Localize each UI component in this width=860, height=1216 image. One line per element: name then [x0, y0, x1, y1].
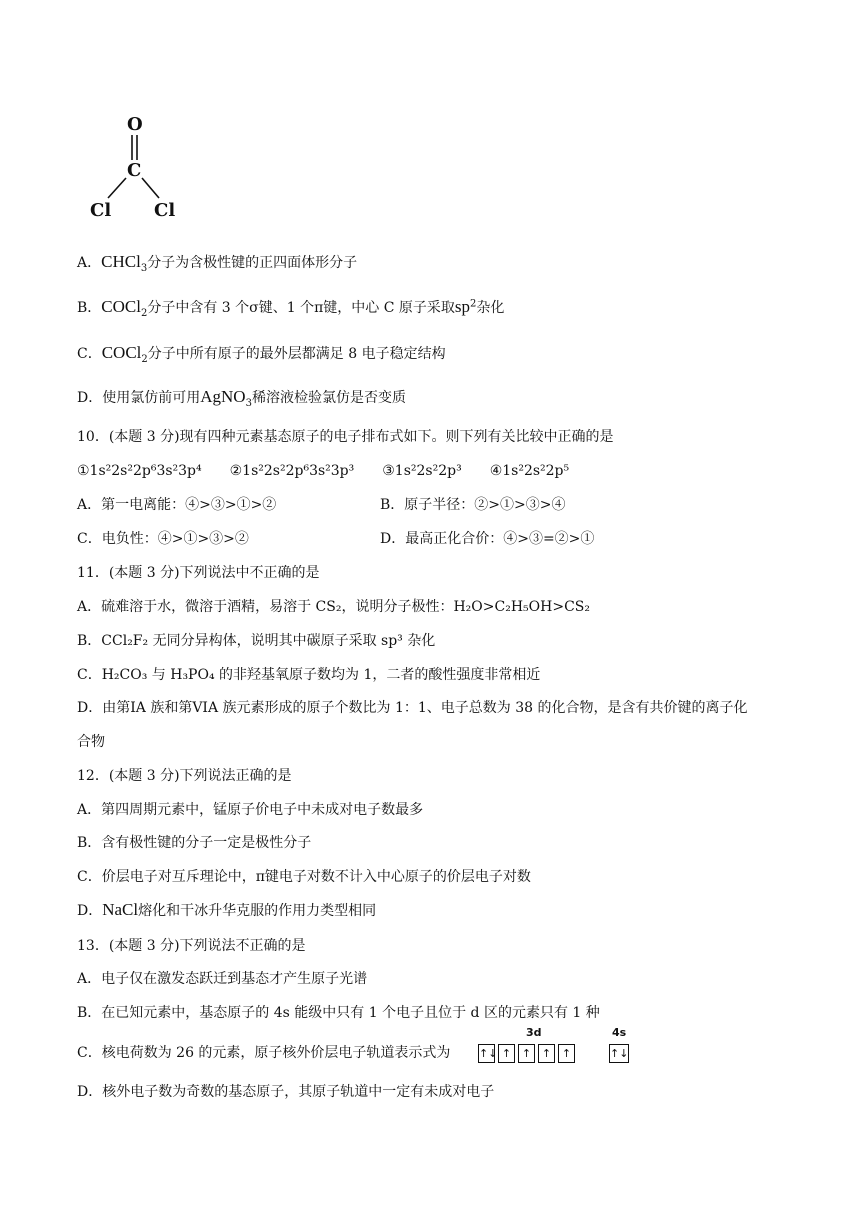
orbital-box-3d-3: ↑	[518, 1044, 535, 1063]
q11-option-a: A．硫难溶于水，微溶于酒精，易溶于 CS₂，说明分子极性：H₂O>C₂H₅OH>CS₂	[77, 599, 590, 615]
cocl2-structure	[84, 114, 194, 224]
q12-option-b: B．含有极性键的分子一定是极性分子	[77, 835, 312, 851]
q11-option-d: D．由第IA 族和第VIA 族元素形成的原子个数比为 1：1、电子总数为 38 的化合物，是含有共价键的离子化	[77, 700, 748, 716]
q12-stem: 12．(本题 3 分)下列说法正确的是	[77, 768, 292, 784]
q10-option-a: A．第一电离能：④>③>①>②	[77, 497, 277, 513]
q12-option-d: D．NaCl熔化和干冰升华克服的作用力类型相同	[77, 900, 377, 919]
orbital-box-3d-2: ↑	[498, 1044, 515, 1063]
atom-o: O	[127, 114, 143, 135]
label-3d: 3d	[526, 1026, 542, 1039]
q10-configs: ①1s²2s²2p⁶3s²3p⁴ ②1s²2s²2p⁶3s²3p³ ③1s²2s²2p³ ④1s²2s²2p⁵	[77, 463, 570, 479]
q9-option-d: D．使用氯仿前可用AgNO$_3$稀溶液检验氯仿是否变质	[77, 387, 406, 409]
q9-option-b: B．COCl$_2$分子中含有 3 个σ键、1 个π键，中心 C 原子采取$sp^2$杂化	[77, 297, 505, 319]
q13-option-a: A．电子仅在激发态跃迁到基态才产生原子光谱	[77, 971, 368, 987]
q13-option-b: B．在已知元素中，基态原子的 4s 能级中只有 1 个电子且位于 d 区的元素只有 1 种	[77, 1005, 600, 1021]
orbital-diagram	[478, 1026, 638, 1070]
q11-option-d-cont: 合物	[77, 734, 105, 750]
orbital-box-3d-4: ↑	[538, 1044, 555, 1063]
q10-option-d: D．最高正化合价：④>③=②>①	[380, 531, 595, 547]
q11-option-c: C．H₂CO₃ 与 H₃PO₄ 的非羟基氧原子数均为 1，二者的酸性强度非常相近	[77, 667, 541, 683]
q11-option-b: B．CCl₂F₂ 无同分异构体，说明其中碳原子采取 sp³ 杂化	[77, 633, 436, 649]
label-4s: 4s	[612, 1026, 627, 1039]
orbital-box-3d-1: ↑↓	[478, 1044, 495, 1063]
orbital-box-3d-5: ↑	[558, 1044, 575, 1063]
q13-option-c: C．核电荷数为 26 的元素，原子核外价层电子轨道表示式为	[77, 1045, 451, 1061]
q9-option-c: C．COCl$_2$分子中所有原子的最外层都满足 8 电子稳定结构	[77, 343, 446, 365]
q13-stem: 13．(本题 3 分)下列说法不正确的是	[77, 938, 306, 954]
atom-c: C	[127, 160, 142, 181]
atom-cl-right: Cl	[154, 200, 176, 221]
q10-stem: 10．(本题 3 分)现有四种元素基态原子的电子排布式如下。则下列有关比较中正确的是	[77, 429, 614, 445]
q9-option-a: A．CHCl$_3$分子为含极性键的正四面体形分子	[77, 252, 358, 274]
q12-option-c: C．价层电子对互斥理论中，π键电子对数不计入中心原子的价层电子对数	[77, 869, 531, 885]
q11-stem: 11．(本题 3 分)下列说法中不正确的是	[77, 565, 320, 581]
q10-option-c: C．电负性：④>①>③>②	[77, 531, 249, 547]
orbital-box-4s: ↑↓	[609, 1044, 629, 1063]
q12-option-a: A．第四周期元素中，锰原子价电子中未成对电子数最多	[77, 802, 424, 818]
atom-cl-left: Cl	[90, 200, 112, 221]
q13-option-d: D．核外电子数为奇数的基态原子，其原子轨道中一定有未成对电子	[77, 1084, 495, 1100]
q10-option-b: B．原子半径：②>①>③>④	[380, 497, 566, 513]
